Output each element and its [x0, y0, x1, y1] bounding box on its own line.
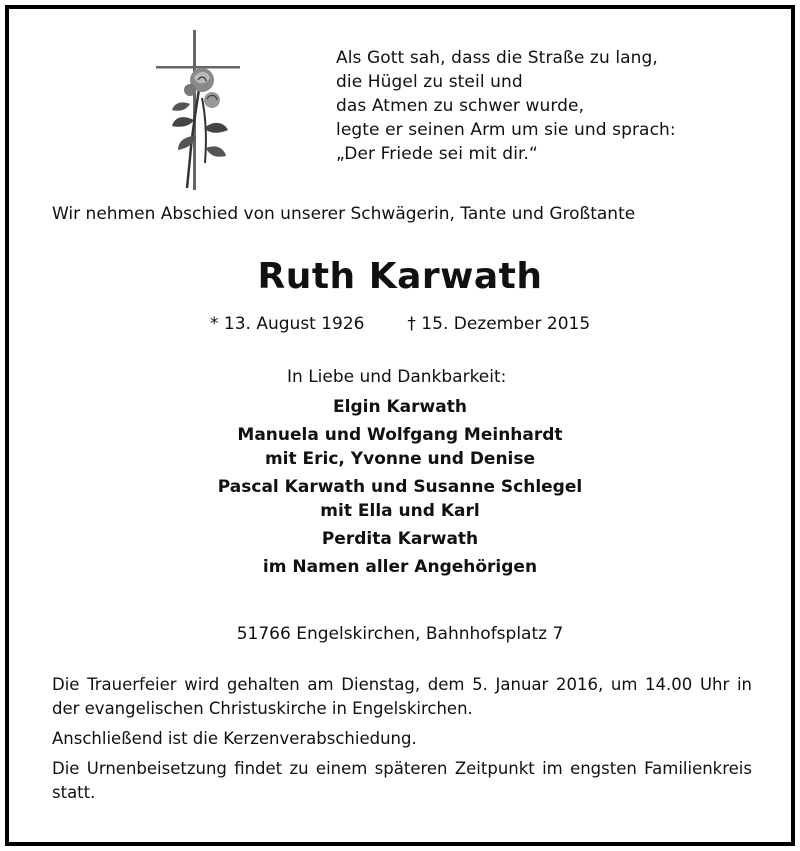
- mourner-group: [0, 555, 800, 579]
- family-address: 51766 Engelskirchen, Bahnhofsplatz 7: [236, 624, 564, 644]
- poem-line: legte er seinen Arm um sie und sprach:: [336, 120, 676, 140]
- poem-line: das Atmen zu schwer wurde,: [336, 96, 585, 116]
- funeral-notice: [52, 673, 752, 811]
- cross-with-rose-icon: [150, 28, 250, 193]
- mourner-group: [0, 395, 800, 419]
- farewell-intro: Wir nehmen Abschied von unserer Schwägerin, Tante und Großtante: [52, 204, 636, 224]
- life-dates: [210, 314, 590, 334]
- mourner-line: Perdita Karwath: [321, 529, 479, 549]
- poem: [336, 46, 676, 166]
- birth-date: * 13. August 1926: [210, 314, 365, 334]
- mourners-list: [0, 395, 800, 583]
- dedication: In Liebe und Dankbarkeit:: [287, 367, 507, 387]
- poem-line: „Der Friede sei mit dir.“: [336, 144, 538, 164]
- mourner-line: mit Eric, Yvonne und Denise: [264, 449, 536, 469]
- notice-paragraph: Die Urnenbeisetzung findet zu einem späteren Zeitpunkt im engsten Familienkreis statt.: [52, 759, 752, 802]
- mourner-line: Elgin Karwath: [333, 397, 467, 417]
- notice-paragraph: Anschließend ist die Kerzenverabschiedung.: [52, 729, 417, 748]
- mourner-line: Manuela und Wolfgang Meinhardt: [237, 425, 563, 445]
- mourner-group: [0, 423, 800, 471]
- mourner-line: im Namen aller Angehörigen: [262, 557, 538, 577]
- mourner-group: [0, 475, 800, 523]
- death-date: † 15. Dezember 2015: [407, 314, 591, 334]
- mourner-line: Pascal Karwath und Susanne Schlegel: [217, 477, 583, 497]
- poem-line: Als Gott sah, dass die Straße zu lang,: [336, 48, 658, 68]
- mourner-line: mit Ella und Karl: [320, 501, 480, 521]
- mourner-group: [0, 527, 800, 551]
- poem-line: die Hügel zu steil und: [336, 72, 523, 92]
- deceased-name: Ruth Karwath: [257, 256, 543, 297]
- notice-paragraph: Die Trauerfeier wird gehalten am Dienstag, dem 5. Januar 2016, um 14.00 Uhr in der evangelischen Christuskirche in Engelskirchen.: [52, 675, 752, 718]
